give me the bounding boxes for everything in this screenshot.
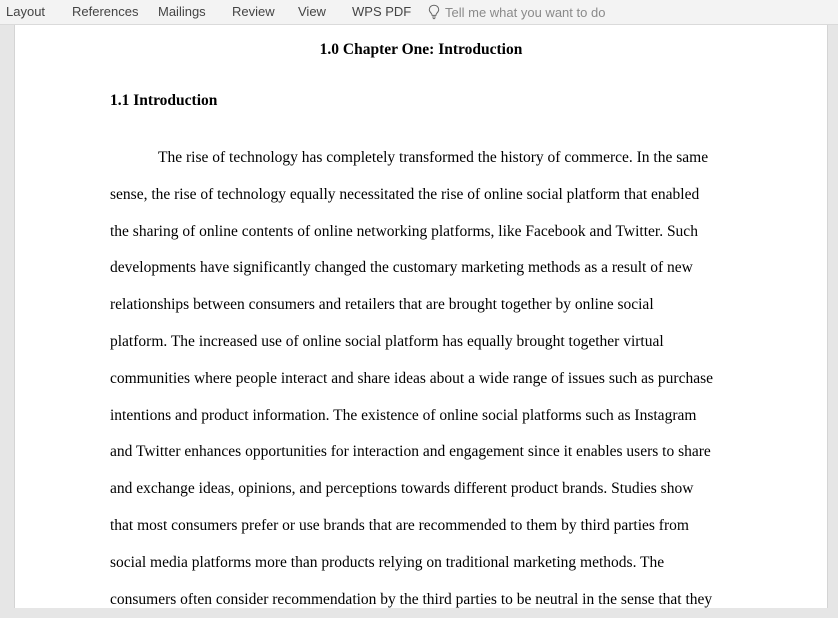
paragraph-line: and exchange ideas, opinions, and perceptions towards different product brands. Studies show xyxy=(110,480,694,498)
paragraph-line: and Twitter enhances opportunities for interaction and engagement since it enables users to share xyxy=(110,443,711,461)
paragraph-line: sense, the rise of technology equally necessitated the rise of online social platform that enabled xyxy=(110,185,700,203)
tell-me-search[interactable] xyxy=(428,3,605,21)
tab-mailings[interactable]: Mailings xyxy=(158,4,206,19)
tab-view[interactable]: View xyxy=(298,4,326,19)
paragraph-line: social media platforms more than products relying on traditional marketing methods. The xyxy=(110,553,665,571)
paragraph-line: the sharing of online contents of online networking platforms, like Facebook and Twitter. Such xyxy=(110,222,698,240)
document-page[interactable] xyxy=(14,25,828,608)
tab-wps-pdf[interactable]: WPS PDF xyxy=(352,4,412,19)
body-paragraph xyxy=(110,140,750,618)
tab-references[interactable]: References xyxy=(72,4,139,19)
paragraph-line: intentions and product information. The existence of online social platforms such as Instagram xyxy=(110,406,697,424)
paragraph-line: relationships between consumers and retailers that are brought together by online social xyxy=(110,296,654,314)
paragraph-line: that most consumers prefer or use brands that are recommended to them by third parties from xyxy=(110,516,689,534)
tell-me-placeholder[interactable]: Tell me what you want to do xyxy=(445,4,606,20)
paragraph-line: consumers often consider recommendation by the third parties to be neutral in the sense that they xyxy=(110,590,713,608)
chapter-title: 1.0 Chapter One: Introduction xyxy=(319,41,523,58)
tab-layout[interactable]: Layout xyxy=(6,4,46,19)
paragraph-line: developments have significantly changed the customary marketing methods as a result of new xyxy=(110,259,693,277)
paragraph-line: communities where people interact and share ideas about a wide range of issues such as purchase xyxy=(110,369,713,387)
section-heading: 1.1 Introduction xyxy=(110,92,218,109)
ribbon-tab-bar xyxy=(0,0,838,25)
lightbulb-icon xyxy=(428,4,440,20)
paragraph-line: platform. The increased use of online social platform has equally brought together virtual xyxy=(110,332,664,350)
tab-review[interactable]: Review xyxy=(232,4,275,19)
paragraph-line: The rise of technology has completely transformed the history of commerce. In the same xyxy=(158,149,709,166)
